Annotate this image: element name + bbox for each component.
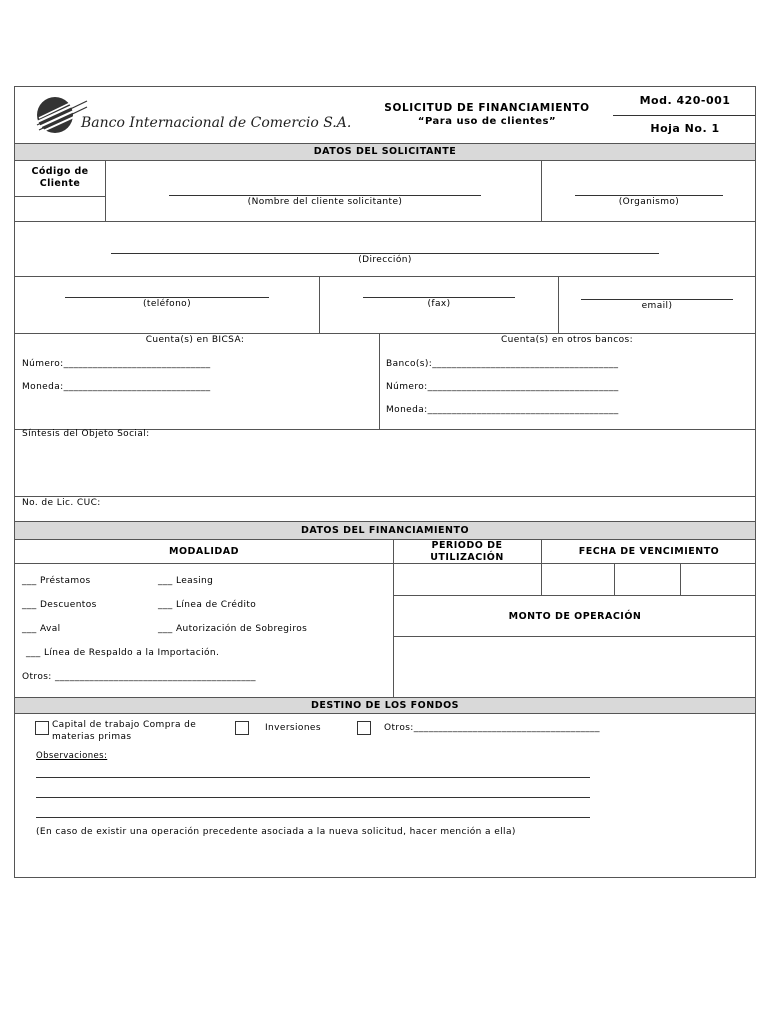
sheet-number: Hoja No. 1: [650, 122, 720, 135]
form-subtitle: “Para uso de clientes”: [417, 116, 557, 127]
other-currency-field[interactable]: Moneda:_______________________________________: [386, 405, 619, 415]
phone-line: [65, 297, 269, 298]
otros-destino-field[interactable]: Otros:______________________________________: [384, 723, 600, 733]
divider: [15, 276, 755, 277]
client-code-label: Código de Cliente: [31, 166, 89, 189]
phone-label: (teléfono): [142, 299, 191, 309]
divider: [379, 333, 380, 429]
monto-operacion-header: MONTO DE OPERACIÓN: [508, 611, 642, 622]
account-currency-field[interactable]: Moneda:______________________________: [22, 382, 211, 392]
header-divider: [613, 115, 755, 116]
observation-line-1[interactable]: [36, 777, 590, 778]
section-header-financiamiento: DATOS DEL FINANCIAMIENTO: [15, 521, 755, 540]
social-object-label: Síntesis del Objeto Social:: [22, 429, 150, 439]
inversiones-label: Inversiones: [265, 723, 321, 733]
address-line: [111, 253, 659, 254]
fax-label: (fax): [427, 299, 451, 309]
divider: [105, 161, 106, 221]
divider: [541, 161, 542, 221]
option-sobregiros[interactable]: ___ Autorización de Sobregiros: [158, 624, 308, 634]
organism-line: [575, 195, 723, 196]
social-object-field[interactable]: [16, 443, 756, 495]
address-label: (Dirección): [358, 255, 412, 265]
fecha-vencimiento-header: FECHA DE VENCIMIENTO: [578, 546, 720, 557]
divider: [15, 221, 755, 222]
other-bank-field[interactable]: Banco(s):______________________________________: [386, 359, 619, 369]
bicsa-accounts-label: Cuenta(s) en BICSA:: [145, 335, 245, 345]
option-leasing[interactable]: ___ Leasing: [158, 576, 214, 586]
other-number-field[interactable]: Número:_______________________________________: [386, 382, 619, 392]
option-otros[interactable]: Otros: _________________________________________: [22, 672, 256, 682]
organism-label: (Organismo): [618, 197, 680, 207]
precedent-note: (En caso de existir una operación precedente asociada a la nueva solicitud, hacer mención a ella): [36, 827, 516, 837]
divider: [393, 595, 755, 596]
divider: [680, 563, 681, 595]
option-descuentos[interactable]: ___ Descuentos: [22, 600, 97, 610]
bank-name: Banco Internacional de Comercio S.A.: [81, 115, 352, 131]
capital-checkbox[interactable]: [35, 721, 49, 735]
client-name-label: (Nombre del cliente solicitante): [247, 197, 403, 207]
fax-line: [363, 297, 515, 298]
divider: [393, 636, 755, 637]
section-header-solicitante: DATOS DEL SOLICITANTE: [15, 143, 755, 161]
other-bank-accounts-label: Cuenta(s) en otros bancos:: [500, 335, 634, 345]
capital-label: Capital de trabajo Compra de materias primas: [52, 720, 197, 742]
form-title: SOLICITUD DE FINANCIAMIENTO: [384, 102, 590, 114]
divider: [15, 333, 755, 334]
observaciones-label: Observaciones:: [36, 751, 108, 761]
section-header-destino: DESTINO DE LOS FONDOS: [15, 697, 755, 714]
email-line: [581, 299, 733, 300]
name-line: [169, 195, 481, 196]
option-aval[interactable]: ___ Aval: [22, 624, 61, 634]
license-label: No. de Lic. CUC:: [22, 498, 101, 508]
modalidad-header: MODALIDAD: [169, 546, 239, 557]
option-linea-respaldo[interactable]: ___ Línea de Respaldo a la Importación.: [26, 648, 220, 658]
periodo-header: PERIODO DE UTILIZACIÓN: [430, 540, 504, 563]
divider: [15, 196, 105, 197]
model-number: Mod. 420-001: [639, 94, 731, 107]
otros-checkbox[interactable]: [357, 721, 371, 735]
account-number-field[interactable]: Número:______________________________: [22, 359, 211, 369]
option-linea-credito[interactable]: ___ Línea de Crédito: [158, 600, 257, 610]
divider: [15, 496, 755, 497]
inversiones-checkbox[interactable]: [235, 721, 249, 735]
option-prestamos[interactable]: ___ Préstamos: [22, 576, 91, 586]
divider: [319, 276, 320, 333]
divider: [15, 563, 755, 564]
observation-line-2[interactable]: [36, 797, 590, 798]
divider: [614, 563, 615, 595]
email-label: email): [641, 301, 673, 311]
divider: [558, 276, 559, 333]
financing-request-form: [14, 86, 756, 878]
observation-line-3[interactable]: [36, 817, 590, 818]
client-code-field[interactable]: [16, 198, 104, 220]
